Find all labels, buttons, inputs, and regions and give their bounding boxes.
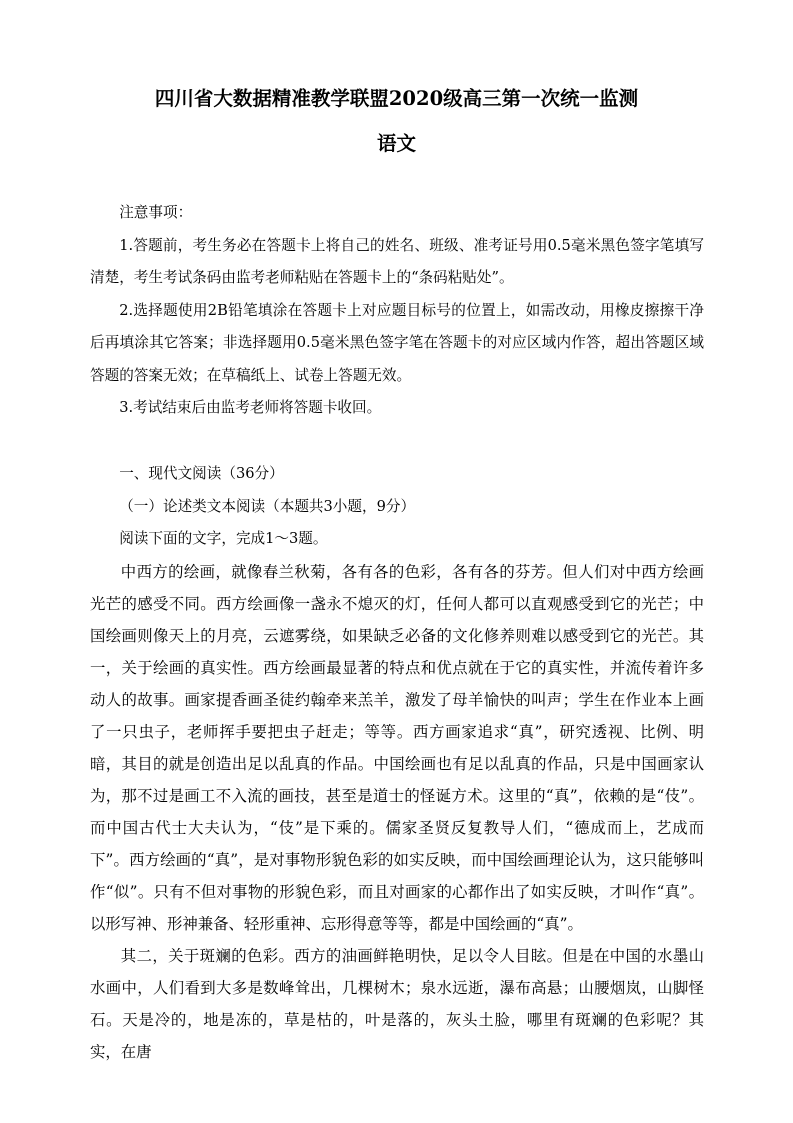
notes-heading: 注意事项： (119, 204, 193, 221)
reading-paragraph: 其二，关于斑斓的色彩。西方的油画鲜艳明快，足以令人目眩。但是在中国的水墨山水画中，人们看到大多是数峰耸出，几棵树木；泉水远逝，瀑布高悬；山腰烟岚，山脚怪石。天是冷的，地是冻的，草是枯的，叶是落的，灰头土脸，哪里有斑斓的色彩呢？其实，在唐 (90, 946, 704, 1061)
section-heading: 一、现代文阅读（36分） (119, 465, 284, 482)
notes-item: 3.考试结束后由监考老师将答题卡收回。 (119, 399, 382, 416)
reading-paragraph: 中西方的绘画，就像春兰秋菊，各有各的色彩，各有各的芬芳。但人们对中西方绘画光芒的感受不同。西方绘画像一盏永不熄灭的灯，任何人都可以直观感受到它的光芒；中国绘画则像天上的月亮，云遮雾绕，如果缺乏必备的文化修养则难以感受到它的光芒。其一，关于绘画的真实性。西方绘画最显著的特点和优点就在于它的真实性，并流传着许多动人的故事。画家提香画圣徒约翰牵来羔羊，激发了母羊愉快的叫声；学生在作业本上画了一只虫子，老师挥手要把虫子赶走；等等。西方画家追求“真”，研究透视、比例、明暗，其目的就是创造出足以乱真的作品。中国绘画也有足以乱真的作品，只是中国画家认为，那不过是画工不入流的画技，甚至是道士的怪诞方术。这里的“真”，依赖的是“伎”。而中国古代士大夫认为，“伎”是下乘的。儒家圣贤反复教导人们，“德成而上，艺成而下”。西方绘画的“真”，是对事物形貌色彩的如实反映，而中国绘画理论认为，这只能够叫作“似”。只有不但对事物的形貌色彩，而且对画家的心都作出了如实反映，才叫作“真”。以形写神、形神兼备、轻形重神、忘形得意等等，都是中国绘画的“真”。 (90, 562, 704, 933)
reading-section (90, 458, 704, 1068)
exam-title: 四川省大数据精准教学联盟2020级高三第一次统一监测 (154, 87, 639, 110)
section-subheading: （一）论述类文本阅读（本题共3小题，9分） (119, 497, 416, 515)
notes-item: 1.答题前，考生务必在答题卡上将自己的姓名、班级、准考证号用0.5毫米黑色签字笔填写清楚，考生考试条码由监考老师粘贴在答题卡上的“条码粘贴处”。 (90, 236, 704, 286)
subject-title: 语文 (376, 132, 416, 155)
notes-item: 2.选择题使用2B铅笔填涂在答题卡上对应题目标号的位置上，如需改动，用橡皮擦擦干净后再填涂其它答案；非选择题用0.5毫米黑色签字笔在答题卡的对应区域内作答，超出答题区域答题的答案无效；在草稿纸上、试卷上答题无效。 (90, 301, 704, 384)
section-instruction: 阅读下面的文字，完成1～3题。 (119, 530, 328, 547)
exam-notes (90, 197, 704, 425)
